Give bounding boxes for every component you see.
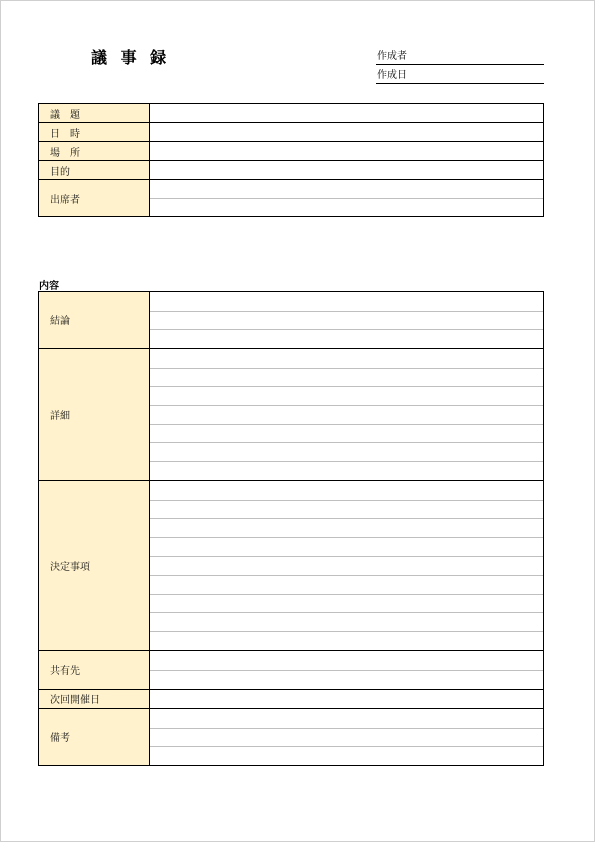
decisions-line[interactable] [150,556,543,575]
topic-label: 議 題 [39,104,150,123]
notes-field[interactable] [150,708,544,765]
conclusion-label: 結論 [39,292,150,349]
conclusion-line[interactable] [150,292,543,311]
share-with-line[interactable] [150,651,543,670]
datetime-label: 日 時 [39,123,150,142]
notes-line[interactable] [150,746,543,765]
decisions-line[interactable] [150,481,543,500]
notes-line[interactable] [150,709,543,728]
share-with-line[interactable] [150,670,543,689]
decisions-line[interactable] [150,518,543,537]
decisions-line[interactable] [150,631,543,650]
author-label: 作成者 [377,51,407,62]
place-field[interactable] [150,142,544,161]
decisions-field[interactable] [150,480,544,650]
share-with-field[interactable] [150,650,544,689]
meeting-content-table [38,291,544,766]
attendees-line[interactable] [150,198,543,216]
details-line[interactable] [150,461,543,480]
share-with-label: 共有先 [39,650,150,689]
decisions-line[interactable] [150,500,543,519]
conclusion-field[interactable] [150,292,544,349]
details-line[interactable] [150,349,543,368]
notes-line[interactable] [150,728,543,747]
next-meeting-label: 次回開催日 [39,689,150,708]
decisions-line[interactable] [150,594,543,613]
document-title: 議 事 録 [91,48,171,67]
attendees-line[interactable] [150,180,543,198]
details-field[interactable] [150,348,544,480]
date-label: 作成日 [377,70,407,81]
details-line[interactable] [150,405,543,424]
conclusion-line[interactable] [150,311,543,330]
decisions-line[interactable] [150,537,543,556]
date-field[interactable] [376,67,544,84]
place-label: 場 所 [39,142,150,161]
details-line[interactable] [150,368,543,387]
conclusion-line[interactable] [150,329,543,348]
purpose-label: 目的 [39,161,150,180]
decisions-line[interactable] [150,612,543,631]
author-field[interactable] [376,48,544,65]
content-section-title: 内容 [39,281,59,292]
next-meeting-field[interactable] [150,689,544,708]
attendees-label: 出席者 [39,180,150,217]
purpose-field[interactable] [150,161,544,180]
details-line[interactable] [150,442,543,461]
details-line[interactable] [150,424,543,443]
datetime-field[interactable] [150,123,544,142]
meeting-info-table [38,103,544,217]
notes-label: 備考 [39,708,150,765]
topic-field[interactable] [150,104,544,123]
attendees-field[interactable] [150,180,544,217]
details-line[interactable] [150,386,543,405]
decisions-label: 決定事項 [39,480,150,650]
details-label: 詳細 [39,348,150,480]
decisions-line[interactable] [150,575,543,594]
